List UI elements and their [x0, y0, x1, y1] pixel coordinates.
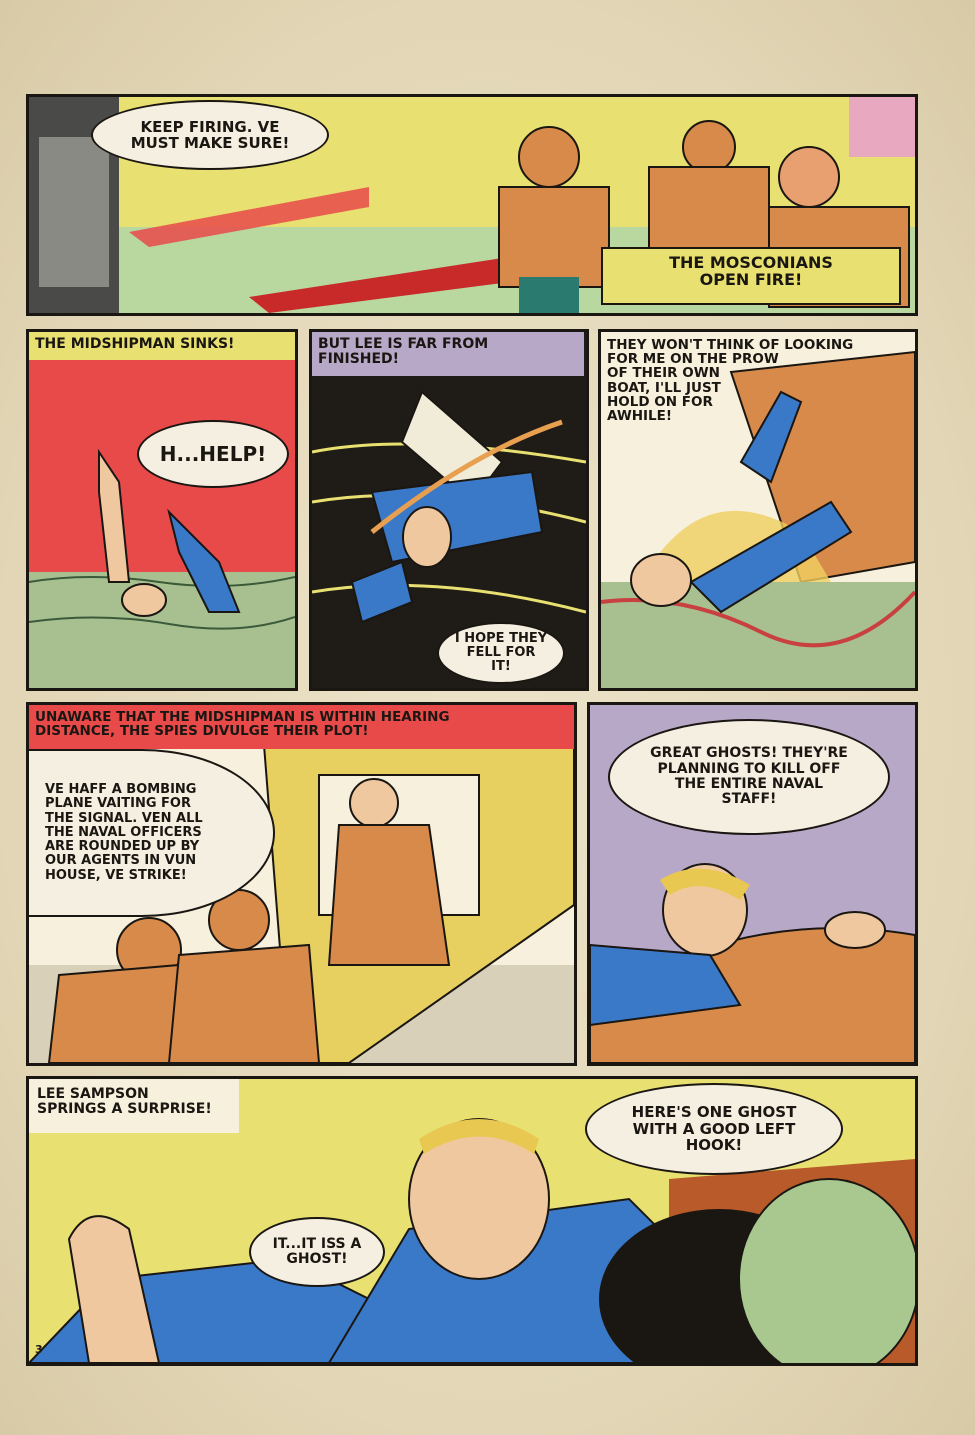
panel-2-art [29, 332, 295, 688]
panel-5 [26, 702, 577, 1066]
panel-6 [587, 702, 918, 1066]
page-number: 3 [35, 1343, 43, 1356]
caption-midshipman-sinks: THE MIDSHIPMAN SINKS! [29, 332, 295, 360]
speech-balloon-keep-firing: KEEP FIRING. VE MUST MAKE SURE! [91, 100, 329, 170]
speech-balloon-left-hook: HERE'S ONE GHOST WITH A GOOD LEFT HOOK! [585, 1083, 843, 1175]
panel-3 [309, 329, 589, 691]
panel-2 [26, 329, 298, 691]
caption-springs-surprise: LEE SAMPSON SPRINGS A SURPRISE! [29, 1079, 239, 1133]
panel-1 [26, 94, 918, 316]
speech-balloon-bombing-plane: VE HAFF A BOMBING PLANE VAITING FOR THE SIGNAL. VEN ALL THE NAVAL OFFICERS ARE ROUNDED UP BY OUR AGENTS IN VUN HOUSE, VE STRIKE! [26, 749, 275, 917]
caption-far-from-finished: BUT LEE IS FAR FROM FINISHED! [312, 332, 584, 376]
panel-7 [26, 1076, 918, 1366]
speech-balloon-great-ghosts: GREAT GHOSTS! THEY'RE PLANNING TO KILL OFF THE ENTIRE NAVAL STAFF! [608, 719, 890, 835]
speech-balloon-iss-a-ghost: IT...IT ISS A GHOST! [249, 1217, 385, 1287]
caption-hold-on: THEY WON'T THINK OF LOOKING FOR ME ON THE PROW OF THEIR OWN BOAT, I'LL JUST HOLD ON FOR AWHILE! [607, 337, 854, 424]
speech-balloon-help: H...HELP! [137, 420, 289, 488]
speech-balloon-hope-they-fell: I HOPE THEY FELL FOR IT! [437, 622, 565, 684]
caption-open-fire: THE MOSCONIANS OPEN FIRE! [601, 247, 901, 305]
panel-4 [598, 329, 918, 691]
caption-spies-divulge-plot: UNAWARE THAT THE MIDSHIPMAN IS WITHIN HEARING DISTANCE, THE SPIES DIVULGE THEIR PLOT! [29, 705, 574, 749]
